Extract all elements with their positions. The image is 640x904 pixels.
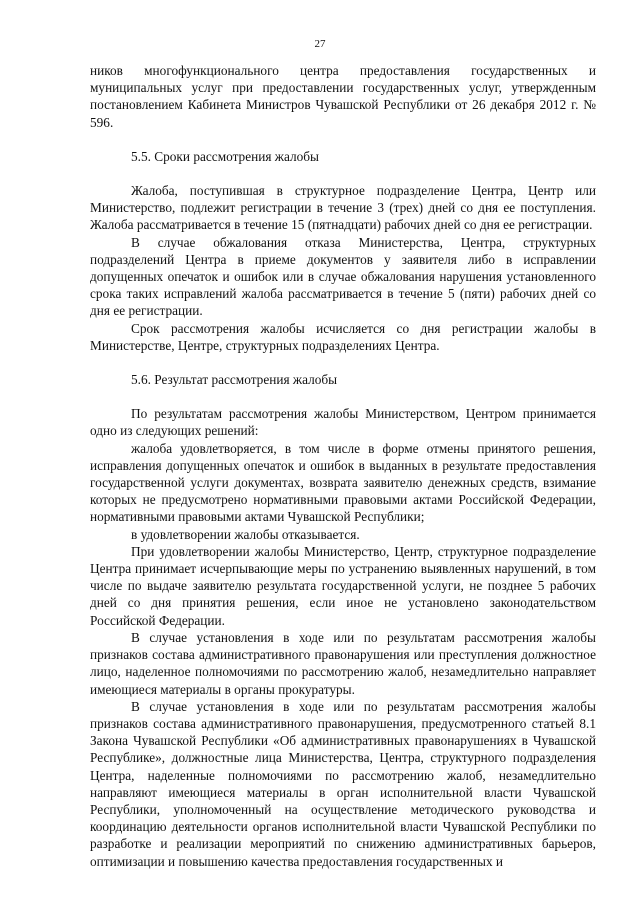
paragraph-term-start: Срок рассмотрения жалобы исчисляется со дня регистрации жалобы в Министерстве, Центре, структурных подразделениях Центра. [90, 320, 596, 353]
section-heading-5-5: 5.5. Сроки рассмотрения жалобы [131, 148, 319, 164]
paragraph-prosecution: В случае установления в ходе или по результатам рассмотрения жалобы признаков состава административного правонарушения или преступления должностное лицо, наделенное полномочиями по рассмотрению жалоб, незамедлительно направляет имеющиеся материалы в органы прокуратуры. [90, 629, 596, 697]
page-body [90, 62, 596, 870]
paragraph-remedy-measures: При удовлетворении жалобы Министерство, Центр, структурное подразделение Центра принимает исчерпывающие меры по устранению выявленных нарушений, в том числе по выдаче заявителю результата государственной услуги, не позднее 5 рабочих дней со дня принятия решения, если иное не установлено законодательством Российской Федерации. [90, 543, 596, 628]
paragraph-registration: Жалоба, поступившая в структурное подразделение Центра, Центр или Министерство, подлежит регистрации в течение 3 (трех) дней со дня ее поступления. Жалоба рассматривается в течение 15 (пятнадцати) рабочих дней со дня ее регистрации. [90, 183, 596, 233]
paragraph-satisfied: жалоба удовлетворяется, в том числе в форме отмены принятого решения, исправления допущенных опечаток и ошибок в выданных в результате предоставления государственной услуги документах, возврата заявителю денежных средств, взимание которых не предусмотрено нормативными правовыми актами Российской Федерации, нормативными правовыми актами Чувашской Республики; [90, 440, 596, 525]
paragraph-decisions: По результатам рассмотрения жалобы Министерством, Центром принимается одно из следующих решений: [90, 406, 596, 439]
paragraph-continued: ников многофункционального центра предоставления государственных и муниципальных услуг при предоставлении государственных услуг, утвержденным постановлением Кабинета Министров Чувашской Республики от 26 декабря 2012 г. № 596. [90, 63, 596, 130]
page-number: 27 [314, 38, 326, 50]
paragraph-refusal-appeal: В случае обжалования отказа Министерства, Центра, структурных подразделений Центра в приеме документов у заявителя либо в исправлении допущенных опечаток и ошибок или в случае обжалования нарушения установленного срока таких исправлений жалоба рассматривается в течение 5 (пяти) рабочих дней со дня ее регистрации. [90, 234, 596, 319]
paragraph-admin-offense: В случае установления в ходе или по результатам рассмотрения жалобы признаков состава административного правонарушения, предусмотренного статьей 8.1 Закона Чувашской Республики «Об административных правонарушениях в Чувашской Республике», должностные лица Министерства, Центра, структурного подразделения Центра, наделенные полномочиями по рассмотрению жалоб, незамедлительно направляют имеющиеся материалы в орган исполнительной власти Чувашской Республики, уполномоченный на осуществление методического руководства и координацию деятельности органов исполнительной власти Чувашской Республики по разработке и реализации мероприятий по снижению административных барьеров, оптимизации и повышению качества предоставления государственных и [90, 698, 596, 869]
section-heading-5-6: 5.6. Результат рассмотрения жалобы [131, 372, 338, 388]
paragraph-refused: в удовлетворении жалобы отказывается. [131, 526, 360, 542]
